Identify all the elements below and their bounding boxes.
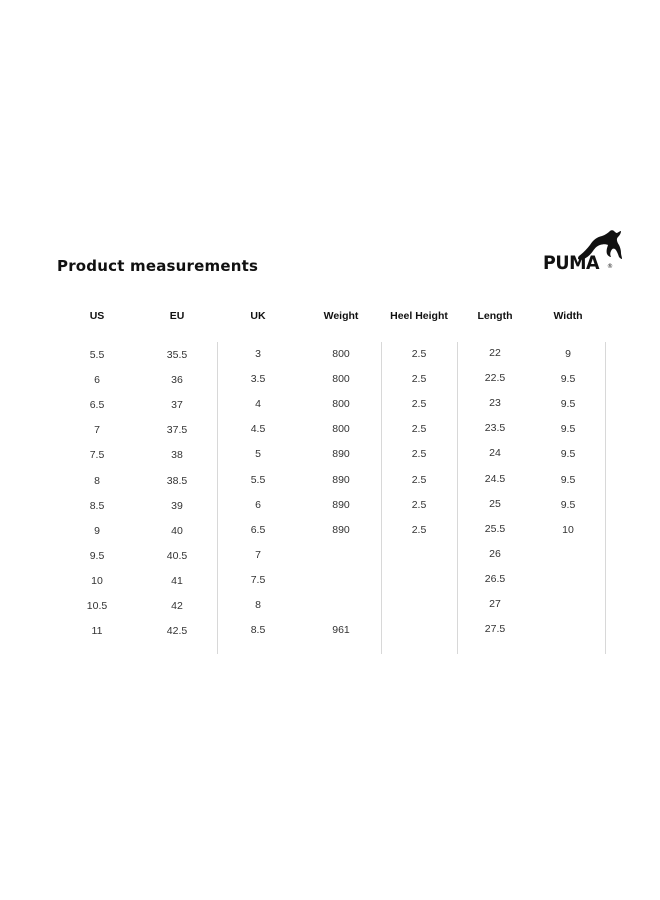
table-cell: 9.5 <box>560 448 576 461</box>
table-cell: 890 <box>332 523 350 536</box>
column-header: EU <box>169 310 185 322</box>
table-cell <box>381 623 457 637</box>
table-cell <box>301 548 381 562</box>
table-cell: 25 <box>489 497 501 510</box>
table-cell: 42 <box>171 600 183 612</box>
table-cell: 9.5 <box>560 373 576 386</box>
table-cell: 22 <box>489 347 501 359</box>
table-cell: 2.5 <box>411 523 427 536</box>
table-cell: 8.5 <box>89 499 105 512</box>
table-cell: 41 <box>171 574 183 587</box>
table-cell <box>381 598 457 612</box>
table-cell: 24 <box>489 447 501 460</box>
table-cell: 2.5 <box>411 473 427 486</box>
size-table <box>57 300 627 660</box>
column-divider <box>381 342 382 654</box>
table-cell: 37 <box>171 399 183 412</box>
table-cell: 6 <box>94 374 100 387</box>
table-cell: 27 <box>489 598 501 610</box>
table-cell: 38.5 <box>166 474 188 487</box>
brand-logo <box>541 229 623 277</box>
table-cell: 800 <box>332 423 350 436</box>
table-cell: 9.5 <box>560 473 576 486</box>
table-cell: 9 <box>94 524 100 537</box>
registered-mark: ® <box>607 263 613 270</box>
table-cell: 6.5 <box>250 523 266 536</box>
table-cell: 7 <box>94 424 100 437</box>
column-divider <box>457 342 458 654</box>
table-cell: 961 <box>332 624 350 637</box>
table-cell <box>381 548 457 562</box>
table-cell <box>301 598 381 612</box>
column-header: Weight <box>323 310 359 322</box>
table-cell: 800 <box>332 398 350 411</box>
table-cell: 42.5 <box>166 625 188 638</box>
column-header: Heel Height <box>390 310 448 322</box>
table-cell: 9.5 <box>89 549 105 562</box>
table-cell: 890 <box>332 473 350 486</box>
table-cell: 26 <box>489 547 501 560</box>
table-cell: 22.5 <box>484 372 506 385</box>
table-cell: 40.5 <box>166 549 188 562</box>
table-cell: 9.5 <box>560 498 576 511</box>
table-cell <box>535 548 601 562</box>
table-cell: 6.5 <box>89 399 105 412</box>
table-cell: 10 <box>91 574 103 587</box>
table-cell: 24.5 <box>484 472 506 485</box>
table-cell <box>535 598 601 612</box>
table-cell: 37.5 <box>166 424 188 437</box>
table-cell: 25.5 <box>484 522 506 535</box>
table-cell <box>301 573 381 587</box>
table-cell: 3.5 <box>250 373 266 386</box>
table-cell: 800 <box>332 373 350 386</box>
brand-wordmark: PUMA <box>543 252 600 274</box>
table-cell: 23 <box>489 397 501 410</box>
table-cell: 7.5 <box>89 449 105 462</box>
table-cell: 39 <box>171 499 183 512</box>
table-cell: 2.5 <box>411 448 427 461</box>
table-cell: 2.5 <box>411 398 427 411</box>
table-cell: 7.5 <box>250 573 266 586</box>
column-header: Width <box>553 310 583 322</box>
table-cell: 2.5 <box>411 373 427 386</box>
table-cell: 10 <box>562 523 574 536</box>
table-cell: 38 <box>171 449 183 462</box>
table-cell: 8 <box>94 474 100 487</box>
table-cell: 6 <box>255 498 261 511</box>
table-cell: 4 <box>255 398 261 411</box>
column-header: US <box>89 310 105 322</box>
column-header: UK <box>250 310 266 322</box>
table-cell: 40 <box>171 524 183 537</box>
table-cell <box>535 573 601 587</box>
table-cell: 9.5 <box>560 423 576 436</box>
table-cell: 23.5 <box>484 422 506 435</box>
table-cell: 11 <box>91 625 103 638</box>
table-cell: 5 <box>255 448 261 461</box>
table-cell: 36 <box>171 374 183 387</box>
table-cell: 890 <box>332 448 350 461</box>
table-cell: 890 <box>332 498 350 511</box>
table-cell: 8.5 <box>250 624 266 637</box>
table-cell: 7 <box>255 548 261 561</box>
column-divider <box>605 342 606 654</box>
table-cell: 2.5 <box>411 348 427 360</box>
table-cell: 5.5 <box>89 349 105 361</box>
table-cell: 2.5 <box>411 498 427 511</box>
table-cell <box>535 623 601 637</box>
table-cell: 800 <box>332 348 350 360</box>
table-cell: 10.5 <box>86 600 108 612</box>
table-cell: 9 <box>565 348 571 360</box>
table-cell: 26.5 <box>484 572 506 585</box>
table-cell: 27.5 <box>484 623 506 636</box>
table-cell: 2.5 <box>411 423 427 436</box>
table-cell <box>381 573 457 587</box>
table-cell: 4.5 <box>250 423 266 436</box>
column-header: Length <box>477 310 513 322</box>
table-cell: 35.5 <box>166 349 188 361</box>
page-title: Product measurements <box>57 257 259 275</box>
table-cell: 5.5 <box>250 473 266 486</box>
table-cell: 9.5 <box>560 398 576 411</box>
table-cell: 3 <box>255 348 261 360</box>
column-divider <box>217 342 218 654</box>
table-cell: 8 <box>255 599 261 611</box>
